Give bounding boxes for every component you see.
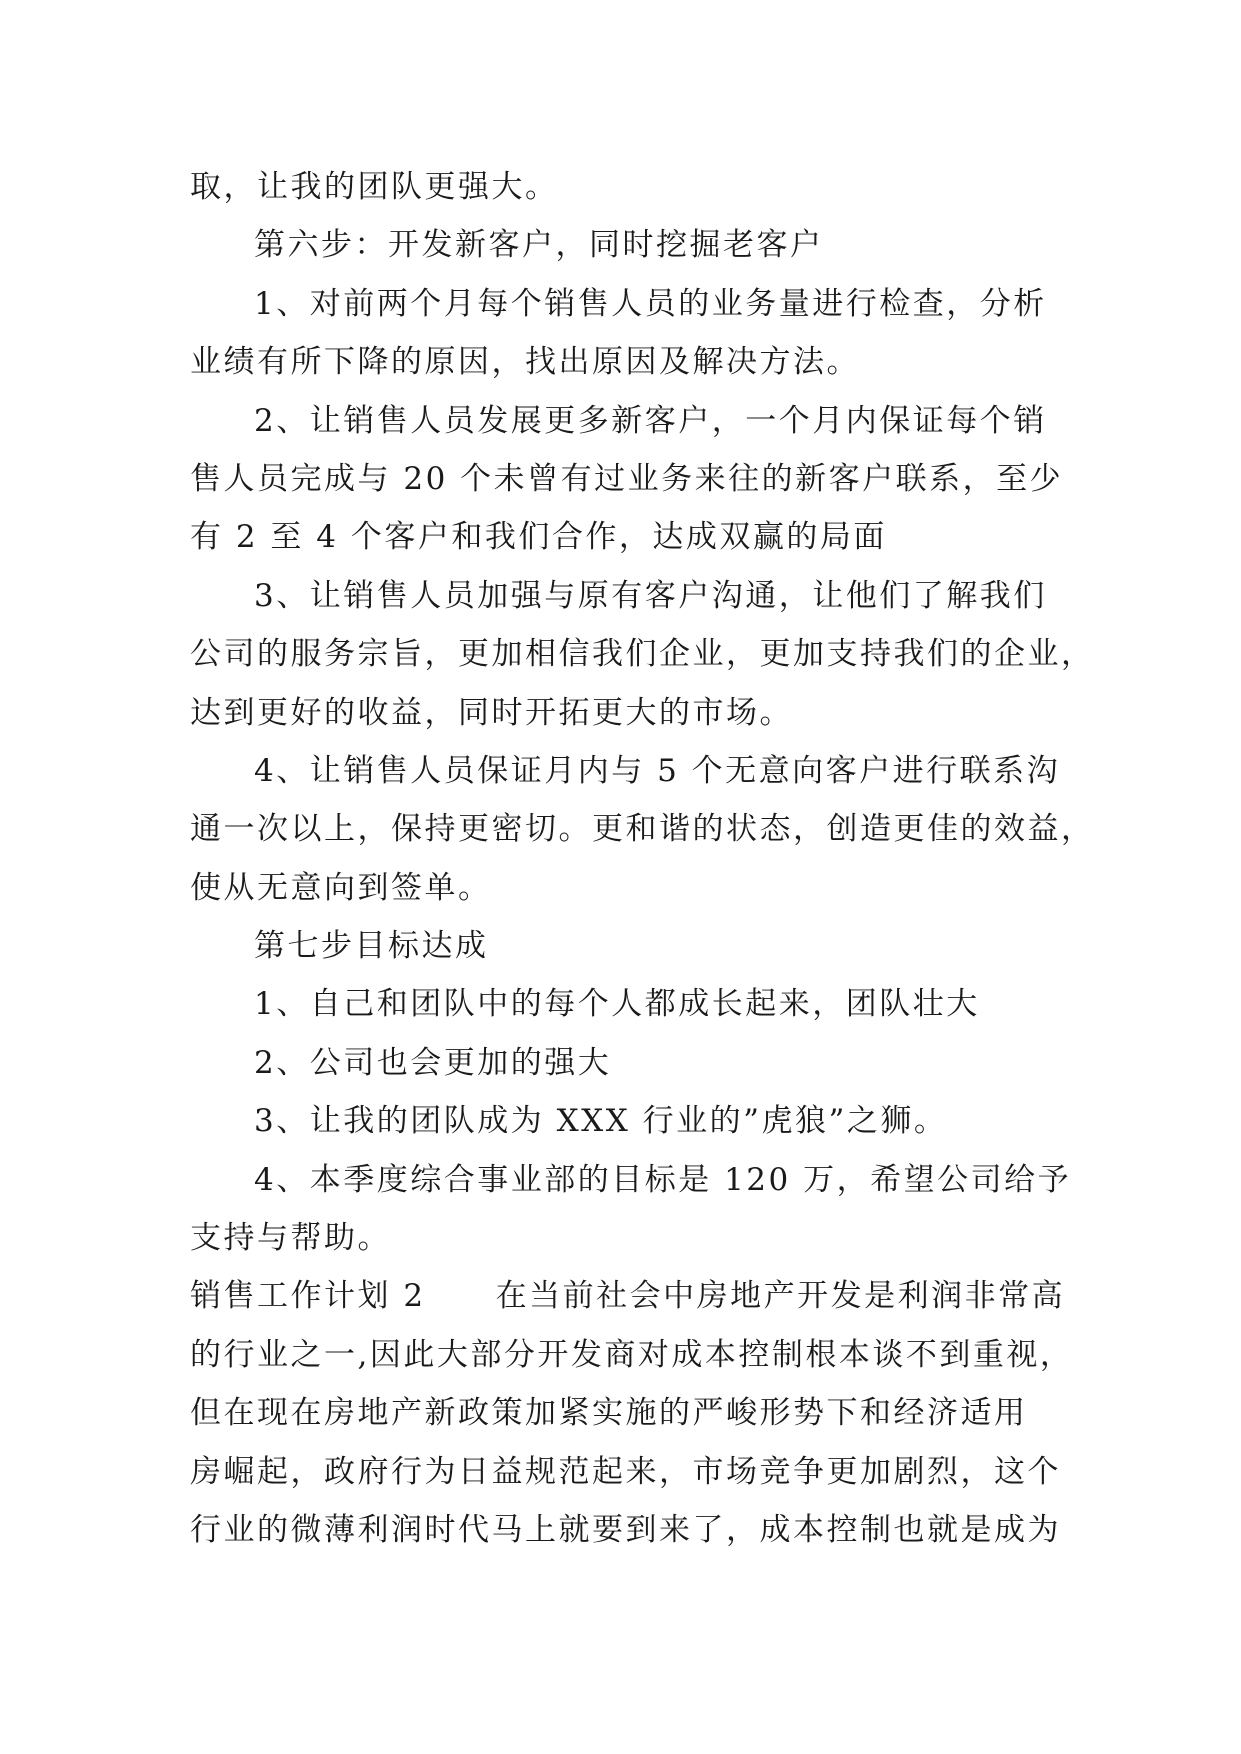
paragraph-line: 房崛起，政府行为日益规范起来，市场竞争更加剧烈，这个 <box>190 1453 1061 1490</box>
section-title-line <box>190 1267 1066 1325</box>
step-heading: 第六步：开发新客户，同时挖掘老客户 <box>254 227 824 264</box>
paragraph-line: 有 2 至 4 个客户和我们合作，达成双赢的局面 <box>190 519 887 556</box>
paragraph-line: 使从无意向到签单。 <box>190 869 492 906</box>
section-first-line: 在当前社会中房地产开发是利润非常高 <box>495 1278 1066 1315</box>
list-item: 4、让销售人员保证月内与 5 个无意向客户进行联系沟 <box>254 752 1061 789</box>
list-item: 2、公司也会更加的强大 <box>254 1044 612 1081</box>
paragraph-line: 的行业之一,因此大部分开发商对成本控制根本谈不到重视， <box>190 1336 1074 1373</box>
paragraph-line: 达到更好的收益，同时开拓更大的市场。 <box>190 694 793 731</box>
paragraph-line: 取，让我的团队更强大。 <box>190 169 559 205</box>
paragraph-line: 支持与帮助。 <box>190 1220 391 1257</box>
section-title: 销售工作计划 2 <box>190 1278 426 1315</box>
paragraph-line: 但在现在房地产新政策加紧实施的严峻形势下和经济适用 <box>190 1395 1028 1432</box>
paragraph-line: 业绩有所下降的原因，找出原因及解决方法。 <box>190 344 860 381</box>
list-item: 4、本季度综合事业部的目标是 120 万，希望公司给予 <box>254 1161 1072 1198</box>
list-item: 2、让销售人员发展更多新客户，一个月内保证每个销 <box>254 402 1047 439</box>
paragraph-line: 售人员完成与 20 个未曾有过业务来往的新客户联系，至少 <box>190 460 1064 497</box>
paragraph-line: 通一次以上，保持更密切。更和谐的状态，创造更佳的效益， <box>190 811 1095 848</box>
step-heading: 第七步目标达成 <box>254 928 489 965</box>
list-item: 1、自己和团队中的每个人都成长起来，团队壮大 <box>254 986 980 1023</box>
paragraph-line: 公司的服务宗旨，更加相信我们企业，更加支持我们的企业， <box>190 636 1095 673</box>
list-item: 3、让销售人员加强与原有客户沟通，让他们了解我们 <box>254 577 1047 614</box>
list-item: 1、对前两个月每个销售人员的业务量进行检查，分析 <box>254 285 1047 322</box>
list-item: 3、让我的团队成为 XXX 行业的”虎狼”之狮。 <box>254 1103 948 1140</box>
document-body <box>190 158 1095 1559</box>
paragraph-line: 行业的微薄利润时代马上就要到来了，成本控制也就是成为 <box>190 1511 1061 1548</box>
